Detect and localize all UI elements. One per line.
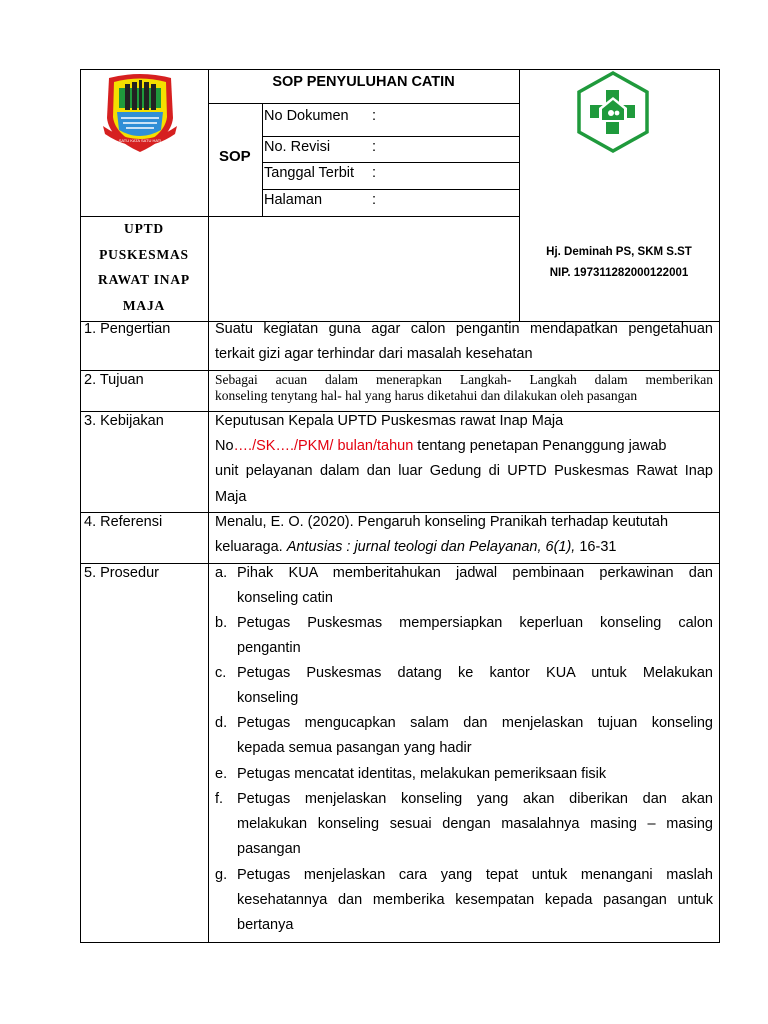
meta-sep-tanggal-terbit: : (372, 165, 377, 181)
referensi-text-line: Menalu, E. O. (2020). Pengaruh konseling Pranikah terhadap keututah (215, 514, 669, 530)
meta-label-no-dokumen: No Dokumen (264, 108, 349, 124)
prosedur-item-line: pasangan (237, 841, 301, 857)
prosedur-item-letter: b. (215, 615, 228, 631)
tujuan-text-line: Sebagai acuan dalam menerapkan Langkah- Langkah dalam memberikan (215, 372, 713, 387)
meta-sep-no-revisi: : (372, 139, 377, 155)
meta-label-no-revisi: No. Revisi (264, 139, 331, 155)
meta-sep-no-dokumen: : (372, 108, 377, 124)
prosedur-item-letter: g. (215, 867, 228, 883)
unit-name-line: UPTD (124, 221, 164, 236)
divider-signer-column (519, 69, 520, 321)
meta-sep-halaman: : (372, 192, 377, 208)
border-left (80, 69, 81, 943)
kebijakan-decree-line (215, 434, 666, 459)
sop-label: SOP (219, 148, 251, 165)
kebijakan-decree-number: …./SK…./PKM/ bulan/tahun (233, 438, 414, 454)
pengertian-text-line: Suatu kegiatan guna agar calon pengantin mendapatkan pengetahuan (215, 321, 713, 337)
section-label-prosedur: 5. Prosedur (84, 565, 159, 581)
tujuan-text-line: konseling tenytang hal- hal yang harus diketahui dan dilakukan oleh pasangan (215, 388, 638, 403)
kebijakan-text-line: Maja (215, 489, 247, 505)
unit-name-line: PUSKESMAS (99, 246, 189, 262)
signer-name: Hj. Deminah PS, SKM S.ST (546, 246, 692, 258)
kebijakan-text-line: Keputusan Kepala UPTD Puskesmas rawat Inap Maja (215, 413, 564, 429)
prosedur-item-line: bertanya (237, 917, 294, 933)
puskesmas-logo (573, 70, 653, 154)
prosedur-item-letter: e. (215, 766, 228, 782)
referensi-citation-line (215, 535, 616, 560)
divider-label-column (208, 69, 209, 943)
prosedur-item-line: Pihak KUA memberitahukan jadwal pembinaan perkawinan dan (237, 565, 713, 581)
signer-nip: NIP. 197311282000122001 (549, 267, 689, 279)
prosedur-item-line: konseling (237, 690, 299, 706)
prosedur-item-line: konseling catin (237, 590, 333, 606)
referensi-pages: 16-31 (575, 539, 617, 555)
border-bottom (80, 942, 720, 943)
prosedur-item-line: Petugas menjelaskan cara yang tepat untuk menangani maslah (237, 867, 713, 883)
prosedur-item-line: Petugas mengucapkan salam dan menjelaskan tujuan konseling (237, 715, 713, 731)
unit-name (80, 216, 208, 318)
section-label-referensi: 4. Referensi (84, 514, 163, 530)
border-right (719, 69, 720, 943)
prosedur-item-letter: c. (215, 665, 227, 681)
divider-sop-column (262, 103, 263, 216)
prosedur-item-line: Petugas menjelaskan konseling yang akan diberikan dan akan (237, 791, 713, 807)
prosedur-item-line: Petugas Puskesmas mempersiapkan keperluan konseling calon (237, 615, 713, 631)
prosedur-item-letter: d. (215, 715, 228, 731)
prosedur-item-line: Petugas mencatat identitas, melakukan pemeriksaan fisik (237, 766, 607, 782)
prosedur-item-line: melakukan konseling sesuai dengan masalahnya masing – masing (237, 816, 713, 832)
regency-emblem-logo (101, 72, 179, 156)
section-label-tujuan: 2. Tujuan (84, 372, 144, 388)
document-title: SOP PENYULUHAN CATIN (272, 74, 455, 90)
section-label-kebijakan: 3. Kebijakan (84, 413, 164, 429)
divider-title (208, 103, 520, 104)
unit-name-line: MAJA (122, 297, 166, 313)
meta-label-halaman: Halaman (264, 192, 323, 208)
pengertian-text-line: terkait gizi agar terhindar dari masalah kesehatan (215, 346, 533, 362)
section-label-pengertian: 1. Pengertian (84, 321, 171, 337)
prosedur-item-line: pengantin (237, 640, 301, 656)
prosedur-item-letter: a. (215, 565, 228, 581)
prosedur-item-line: kesehatannya dan memberika kesempatan kepada pasangan untuk (237, 892, 713, 908)
divider-row-2 (80, 370, 720, 371)
prosedur-item-letter: f. (215, 791, 224, 807)
unit-name-line: RAWAT INAP (98, 272, 190, 287)
referensi-journal: Antusias : jurnal teologi dan Pelayanan, 6(1), (286, 539, 576, 555)
kebijakan-text-line: unit pelayanan dalam dan luar Gedung di UPTD Puskesmas Rawat Inap (215, 463, 713, 479)
kebijakan-decree-rest: tentang penetapan Penanggung jawab (413, 438, 667, 454)
prosedur-item-line: Petugas Puskesmas datang ke kantor KUA untuk Melakukan (237, 665, 713, 681)
meta-label-tanggal-terbit: Tanggal Terbit (264, 165, 355, 181)
prosedur-item-line: kepada semua pasangan yang hadir (237, 740, 472, 756)
referensi-prefix: keluaraga. (215, 539, 287, 555)
kebijakan-decree-prefix: No (215, 438, 234, 454)
emblem-motto: SATU KATA SATU HATI (118, 138, 162, 143)
